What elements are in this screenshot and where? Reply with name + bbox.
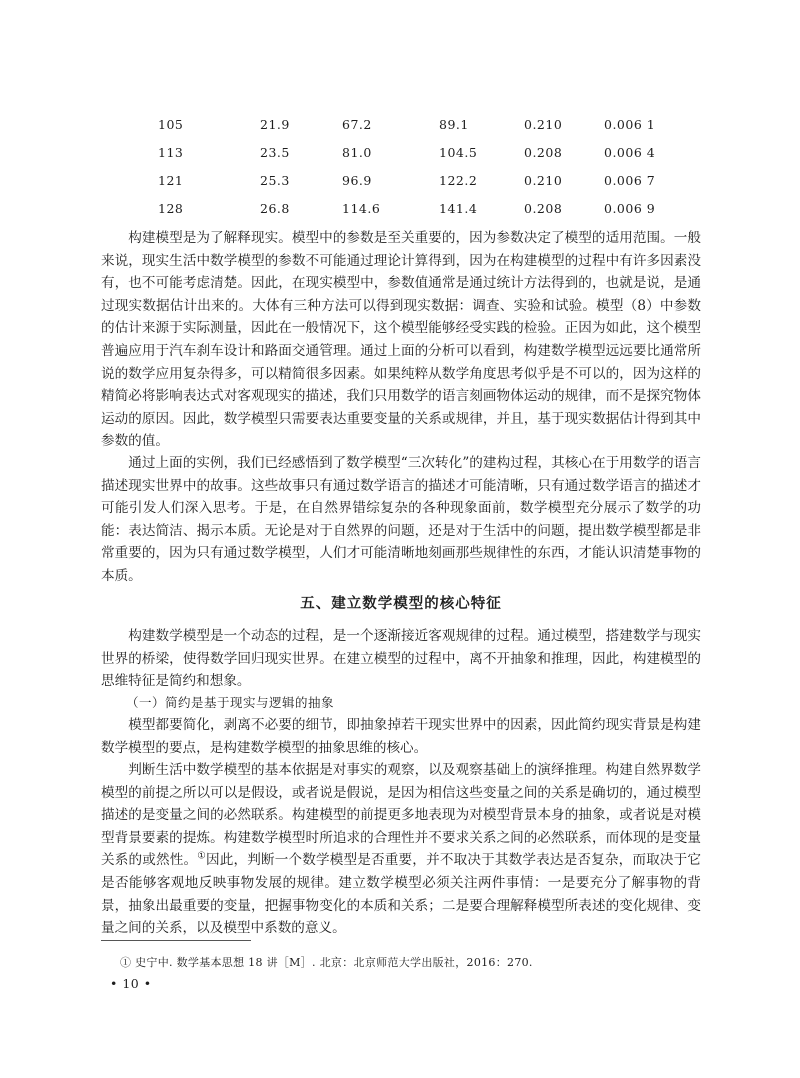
table-cell: 0.006 9 <box>604 201 656 216</box>
table-row <box>158 173 718 201</box>
table-cell: 0.210 <box>524 173 563 188</box>
table-cell: 114.6 <box>342 201 381 216</box>
data-table <box>158 117 718 229</box>
table-cell: 0.006 1 <box>604 117 656 132</box>
table-cell: 105 <box>158 117 184 132</box>
paragraph-text-part: 因此，判断一个数学模型是否重要，并不取决于其数学表达是否复杂，而取决于它是否能够客观地反映事物发展的规律。建立数学模型必须关注两件事情：一是要充分了解事物的背景，抽象出最重要的变量，把握事物变化的本质和关系；二是要合理解释模型所表述的变化规律、变量之间的关系，以及模型中系数的意义。 <box>101 852 702 937</box>
table-cell: 121 <box>158 173 184 188</box>
paragraph-text-part: 判断生活中数学模型的基本依据是对事实的观察，以及观察基础上的演绎推理。构建自然界数学模型的前提之所以可以是假设，或者说是假说，是因为相信这些变量之间的关系是确切的，通过模型描述的是变量之间的必然联系。构建模型的前提更多地表现为对模型背景本身的抽象，或者说是对模型背景要素的提炼。构建数学模型时所追求的合理性并不要求关系之间的必然联系，而体现的是变量关系的或然性。 <box>101 762 701 869</box>
table-cell: 67.2 <box>342 117 372 132</box>
table-cell: 104.5 <box>439 145 478 160</box>
table-cell: 0.208 <box>524 145 563 160</box>
table-cell: 0.208 <box>524 201 563 216</box>
body-paragraph <box>101 227 701 453</box>
table-cell: 0.210 <box>524 117 563 132</box>
table-cell: 113 <box>158 145 184 160</box>
paragraph-text: 通过上面的实例，我们已经感悟到了数学模型“三次转化”的建构过程，其核心在于用数学的语言描述现实世界中的故事。这些故事只有通过数学语言的描述才可能清晰，只有通过数学语言的描述才可能引发人们深入思考。于是，在自然界错综复杂的各种现象面前，数学模型充分展示了数学的功能：表达简洁、揭示本质。无论是对于自然界的问题，还是对于生活中的问题，提出数学模型都是非常重要的，因为只有通过数学模型，人们才可能清晰地刻画那些规律性的东西，才能认识清楚事物的本质。 <box>101 455 701 584</box>
table-cell: 122.2 <box>439 173 478 188</box>
footnote-divider <box>101 940 251 941</box>
body-paragraph <box>101 759 701 940</box>
table-row <box>158 201 718 229</box>
section-heading: 五、建立数学模型的核心特征 <box>300 596 502 612</box>
table-cell: 141.4 <box>439 201 478 216</box>
table-cell: 128 <box>158 201 184 216</box>
table-cell: 25.3 <box>260 173 290 188</box>
subsection-heading: （一）简约是基于现实与逻辑的抽象 <box>126 695 335 710</box>
paragraph-text: 构建数学模型是一个动态的过程，是一个逐渐接近客观规律的过程。通过模型，搭建数学与现实世界的桥梁，使得数学回归现实世界。在建立模型的过程中，离不开抽象和推理，因此，构建模型的思维特征是简约和想象。 <box>101 628 701 690</box>
table-row <box>158 145 718 173</box>
table-cell: 26.8 <box>260 201 290 216</box>
paragraph-text: 模型都要简化，剥离不必要的细节，即抽象掉若干现实世界中的因素，因此简约现实背景是构建数学模型的要点，是构建数学模型的抽象思维的核心。 <box>101 717 701 756</box>
paragraph-text: 构建模型是为了解释现实。模型中的参数是至关重要的，因为参数决定了模型的适用范围。一般来说，现实生活中数学模型的参数不可能通过理论计算得到，因为在构建模型的过程中有许多因素没有，也不可能考虑清楚。因此，在现实模型中，参数值通常是通过统计方法得到的，也就是说，是通过现实数据估计出来的。大体有三种方法可以得到现实数据：调查、实验和试验。模型（8）中参数的估计来源于实际测量，因此在一般情况下，这个模型能够经受实践的检验。正因为如此，这个模型普遍应用于汽车刹车设计和路面交通管理。通过上面的分析可以看到，构建数学模型远远要比通常所说的数学应用复杂得多，可以精简很多因素。如果纯粹从数学角度思考似乎是不可以的，因为这样的精简必将影响表达式对客观现实的描述，我们只用数学的语言刻画物体运动的规律，而不是探究物体运动的原因。因此，数学模型只需要表达重要变量的关系或规律，并且，基于现实数据估计得到其中参数的值。 <box>101 230 701 450</box>
table-cell: 23.5 <box>260 145 290 160</box>
paragraph-text <box>101 759 701 940</box>
table-cell: 96.9 <box>342 173 372 188</box>
footnote: ① 史宁中. 数学基本思想 18 讲［M］. 北京：北京师范大学出版社，2016：270. <box>120 956 533 969</box>
page-number: • 10 • <box>110 976 152 991</box>
table-cell: 81.0 <box>342 145 372 160</box>
table-cell: 21.9 <box>260 117 290 132</box>
footnote-reference[interactable]: ① <box>197 850 206 862</box>
table-cell: 0.006 7 <box>604 173 656 188</box>
body-paragraph <box>101 714 701 759</box>
table-cell: 89.1 <box>439 117 469 132</box>
table-cell: 0.006 4 <box>604 145 656 160</box>
body-paragraph <box>101 625 701 693</box>
table-row <box>158 117 718 145</box>
body-paragraph <box>101 452 701 588</box>
